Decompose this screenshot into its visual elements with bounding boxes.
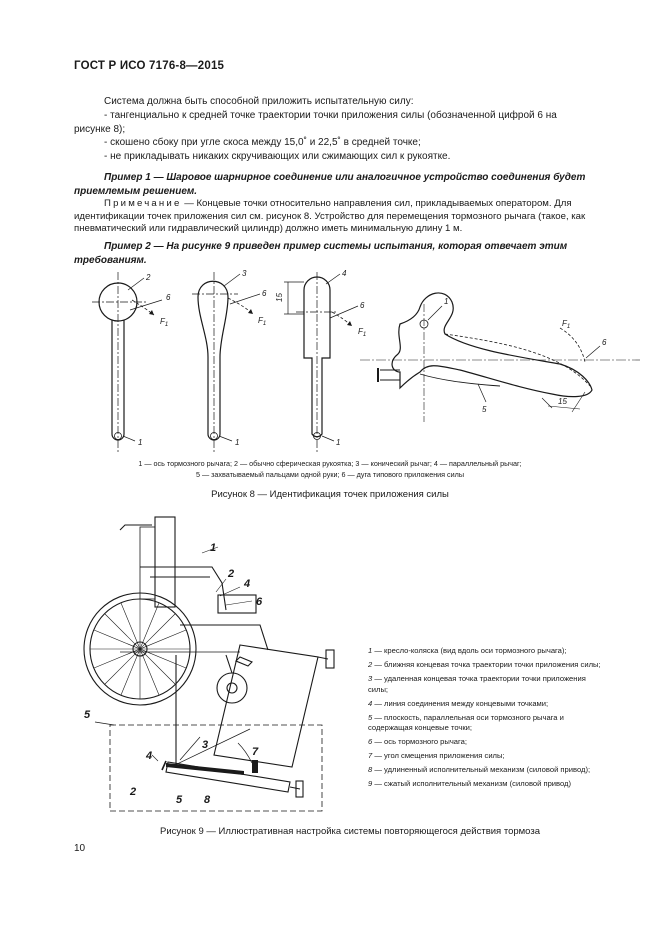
legend-item: 3 — удаленная концевая точка траектории точки приложения силы;	[368, 674, 586, 694]
conical-lever	[192, 272, 260, 452]
legend-item: 6 — ось тормозного рычага;	[368, 737, 467, 746]
fig8-label: 1	[138, 438, 143, 447]
example-1: Пример 1 — Шаровое шарнирное соединение или аналогичное устройство соединения будет приемлемым решением.	[74, 172, 586, 197]
force-arrow-icon	[248, 309, 253, 314]
legend-line: 1 — ось тормозного рычага; 2 — обычно сферическая рукоятка; 3 — конический рычаг; 4 — параллельный рычаг;	[138, 459, 522, 468]
fig9-label: 1	[210, 542, 217, 554]
legend-item: 5 — плоскость, параллельная оси тормозного рычага и содержащая концевые точки;	[368, 712, 564, 732]
legend-line: 5 — захватываемый пальцами одной руки; 6 — дуга типового приложения силы	[195, 470, 465, 479]
fig8-force-label: $F_1$	[160, 317, 169, 328]
fig9-label: 4	[244, 578, 251, 590]
force-arrow-icon	[347, 321, 352, 326]
fig9-label: 4	[146, 750, 153, 762]
note-text: — Концевые точки относительно направления сил, прикладываемых оператором. Для идентификации точек приложения сил см. рисунок 8. Устройство для перемещения тормозного рычага (такое, как пневматический или гидравлический цилиндр) должно иметь минимальную длину 1 м.	[74, 198, 586, 235]
fig8-label: 1	[235, 438, 240, 447]
compressed-actuator	[162, 729, 303, 797]
fig9-label: 5	[84, 709, 91, 721]
fig9-label: 8	[204, 794, 211, 806]
figure-8-caption: Рисунок 8 — Идентификация точек приложения силы	[211, 489, 449, 500]
legend-item: 8 — удлиненный исполнительный механизм (силовой привод);	[368, 765, 591, 774]
parallel-lever	[284, 272, 358, 452]
fig8-label: 4	[342, 269, 347, 278]
legend-item: 9 — сжатый исполнительный механизм (силовой привод)	[368, 779, 572, 788]
hand-grip-drawing	[360, 293, 640, 422]
fig8-dimension: 15	[558, 397, 567, 406]
legend-item: 2 — ближняя концевая точка траектории точки приложения силы;	[368, 660, 601, 669]
fig8-label: 3	[242, 269, 247, 278]
force-arrow-icon	[149, 310, 154, 315]
fig8-label: 1	[444, 297, 449, 306]
bullet-slant: - скошено сбоку при угле скоса между 15,0˚ и 22,5˚ в средней точке;	[104, 137, 421, 148]
bullet-tangential: - тангенциально к средней точке траектории точки приложения силы (обозначенной цифрой 6 на рисунке 8);	[74, 110, 557, 135]
fig8-dimension: 15	[275, 293, 284, 302]
figure-9-drawing	[0, 505, 365, 825]
figure-9-caption: Рисунок 9 — Иллюстративная настройка системы повторяющегося действия тормоза	[159, 826, 540, 837]
fig8-label: 6	[166, 293, 171, 302]
fig9-label: 2	[228, 568, 235, 580]
fig8-force-label: $F_1$	[562, 319, 571, 330]
fig8-label: 6	[262, 289, 267, 298]
fig9-label: 7	[252, 746, 259, 758]
bullet-no-twist: - не прикладывать никаких скручивающих или сжимающих сил к рукоятке.	[104, 151, 451, 162]
fig9-label: 5	[176, 794, 183, 806]
figure-9-dark-fills	[166, 760, 258, 775]
fig8-force-label: $F_1$	[258, 316, 267, 327]
legend-item: 4 — линия соединения между концевыми точками;	[368, 698, 549, 708]
fig8-label: 1	[336, 438, 341, 447]
figure-8-legend	[80, 458, 580, 480]
figure-9-legend	[368, 646, 604, 793]
fig8-label: 2	[146, 273, 151, 282]
fig8-force-label: $F_1$	[358, 327, 367, 338]
fig9-label: 2	[130, 786, 137, 798]
figure-8-drawing	[0, 262, 661, 462]
legend-item: 1 — кресло-коляска (вид вдоль оси тормозного рычага);	[368, 646, 567, 655]
fig9-label: 6	[256, 596, 263, 608]
fig8-label: 6	[602, 338, 607, 347]
legend-item: 7 — угол смещения приложения силы;	[368, 751, 505, 760]
example-2: Пример 2 — На рисунке 9 приведен пример системы испытания, которая отвечает этим требованиям.	[74, 241, 568, 266]
document-header: ГОСТ Р ИСО 7176-8—2015	[74, 60, 225, 72]
fig9-label: 3	[202, 739, 209, 751]
note-label: Примечание	[104, 198, 182, 209]
intro-line: Система должна быть способной приложить испытательную силу:	[104, 96, 414, 107]
spherical-lever	[92, 272, 162, 452]
fig8-label: 6	[360, 301, 365, 310]
page-number: 10	[74, 843, 86, 854]
note-paragraph	[74, 198, 592, 236]
fig8-label: 5	[482, 405, 487, 414]
